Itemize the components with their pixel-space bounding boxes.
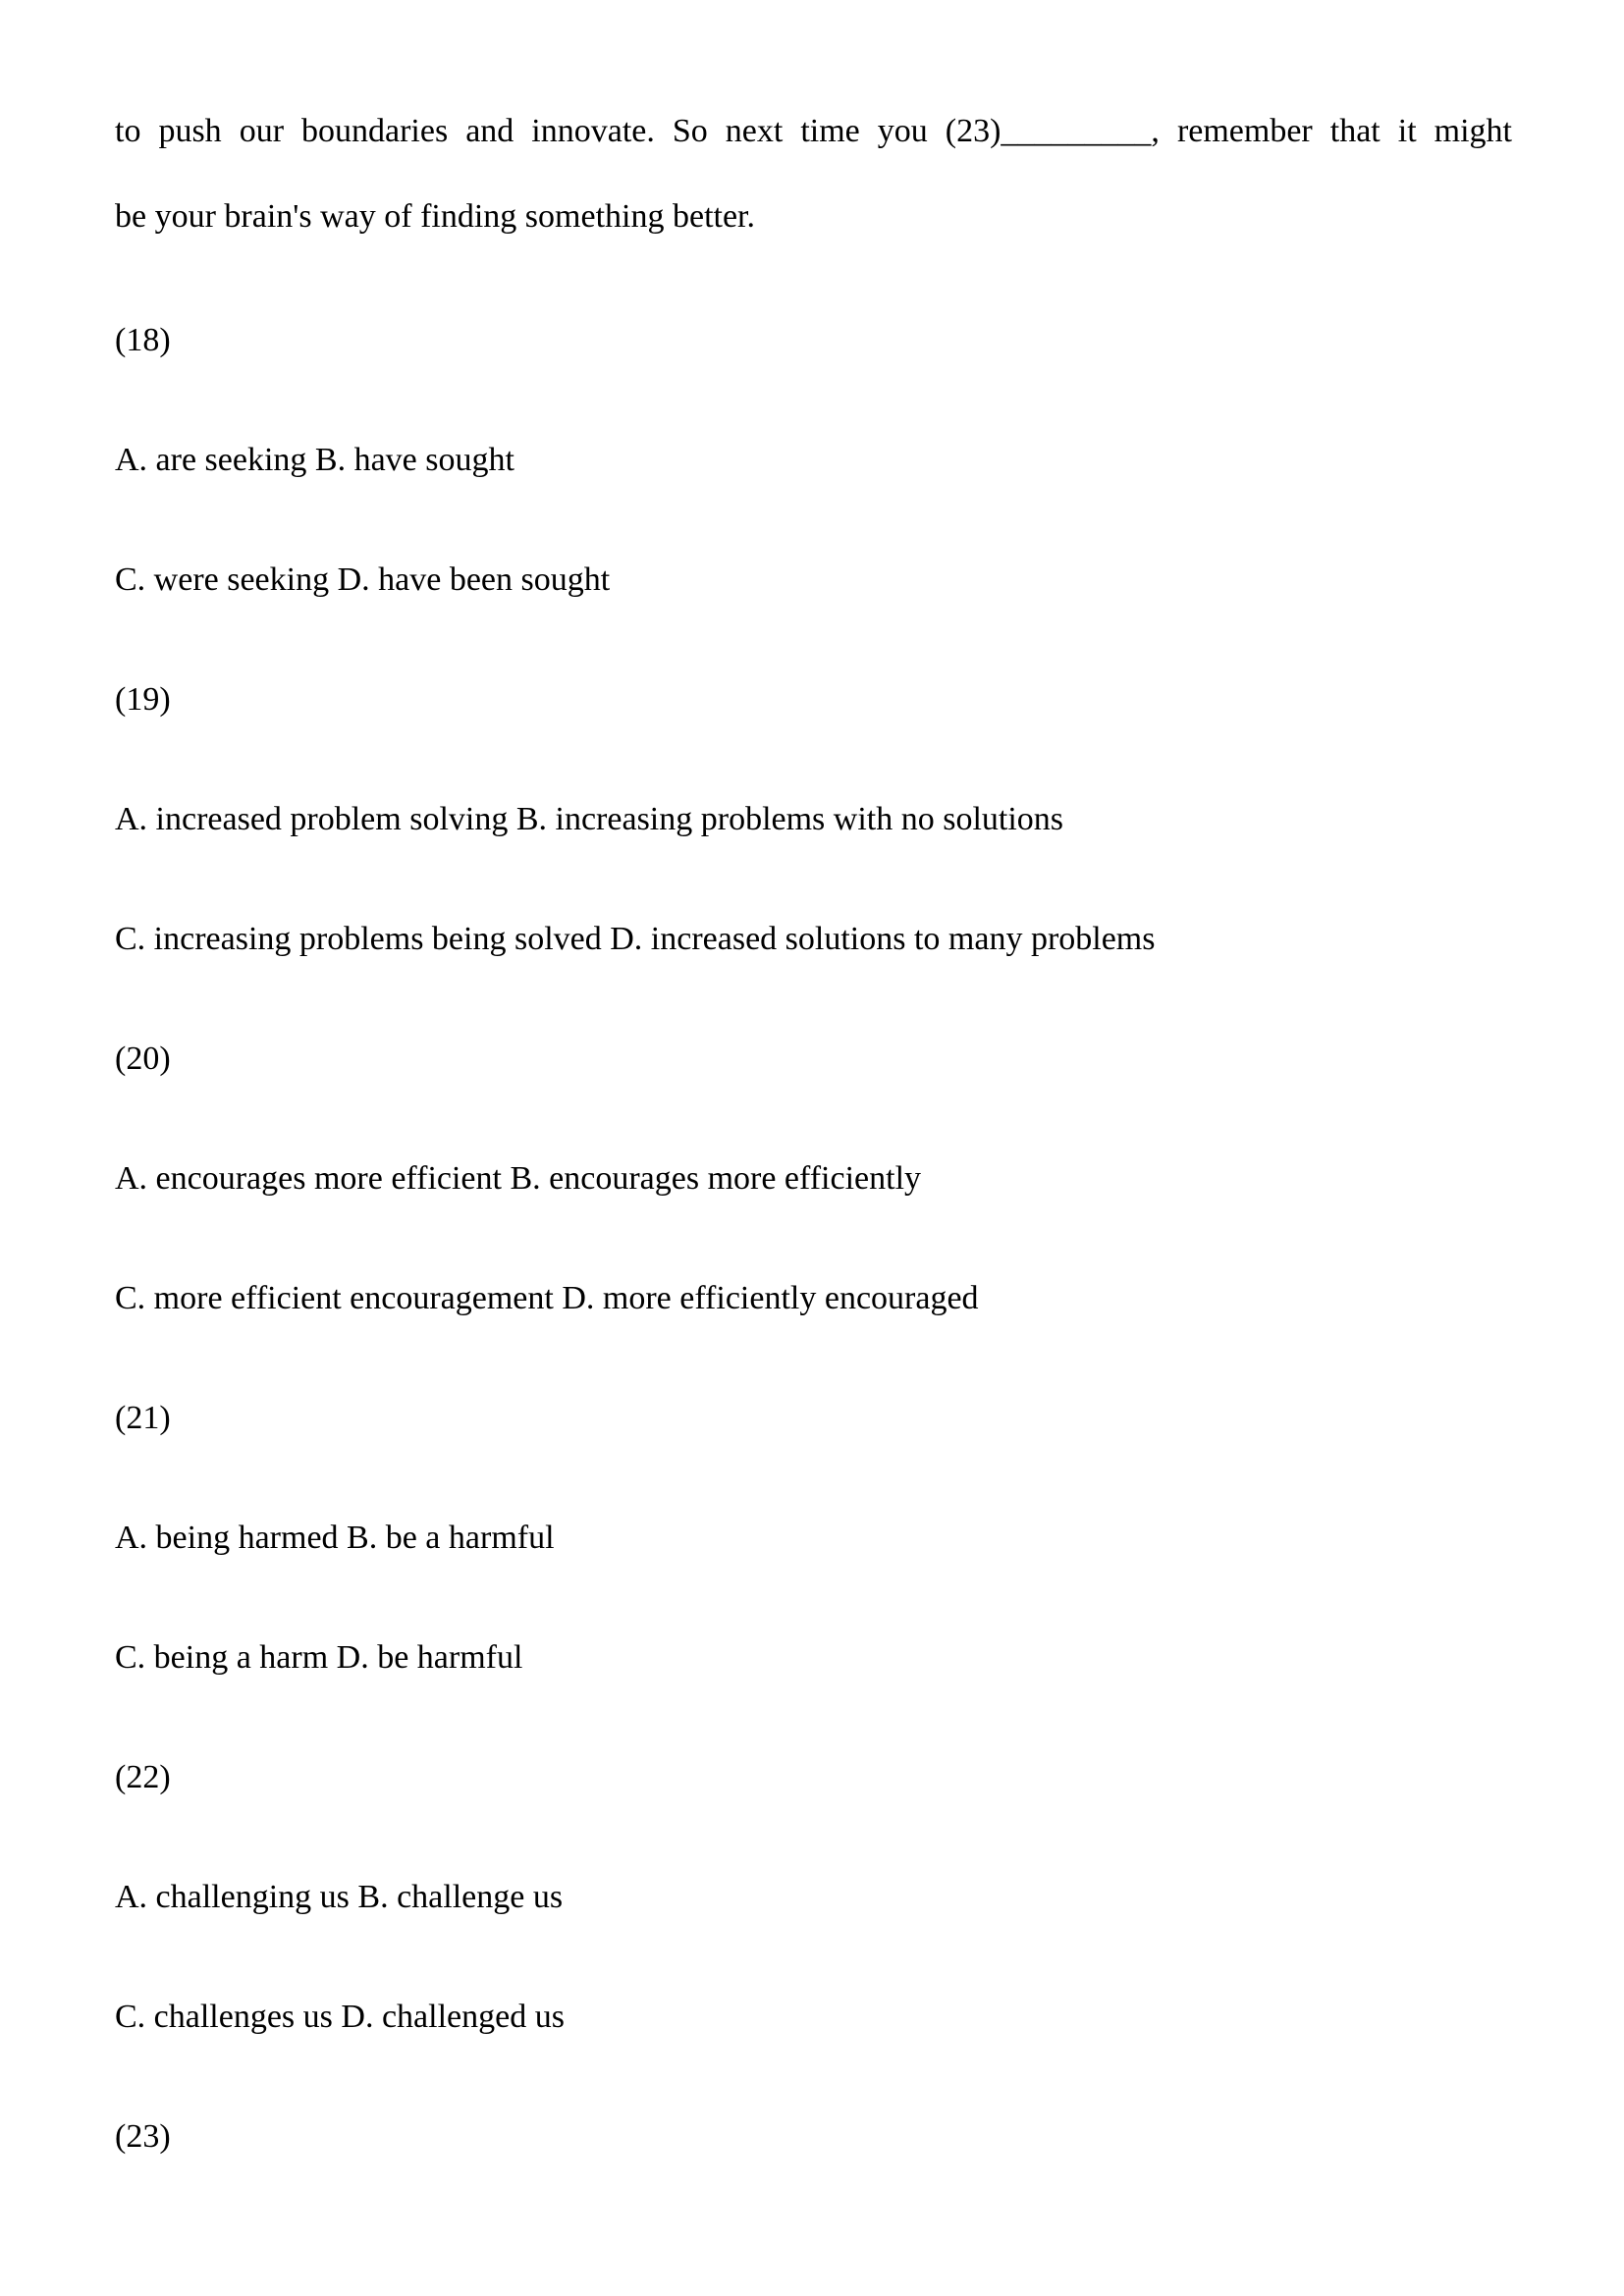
question-19-options-cd: C. increasing problems being solved D. increased solutions to many problems [115, 921, 1156, 957]
question-19-number: (19) [115, 681, 171, 718]
paragraph-line-2: be your brain's way of finding something better. [115, 198, 755, 235]
question-20-options-cd: C. more efficient encouragement D. more efficiently encouraged [115, 1280, 979, 1316]
question-18-options-ab: A. are seeking B. have sought [115, 442, 514, 478]
question-21-options-cd: C. being a harm D. be harmful [115, 1639, 523, 1676]
question-22-number: (22) [115, 1759, 171, 1795]
question-20-options-ab: A. encourages more efficient B. encourages more efficiently [115, 1160, 922, 1197]
question-21-options-ab: A. being harmed B. be a harmful [115, 1520, 555, 1556]
question-18-number: (18) [115, 322, 171, 358]
question-19-options-ab: A. increased problem solving B. increasing problems with no solutions [115, 801, 1064, 837]
question-18-options-cd: C. were seeking D. have been sought [115, 561, 611, 598]
question-22-options-cd: C. challenges us D. challenged us [115, 1999, 565, 2035]
paragraph-line-1: to push our boundaries and innovate. So next time you (23)_________, remember that it might [115, 113, 1512, 149]
question-21-number: (21) [115, 1400, 171, 1436]
question-20-number: (20) [115, 1041, 171, 1077]
question-22-options-ab: A. challenging us B. challenge us [115, 1879, 564, 1915]
question-23-number: (23) [115, 2118, 171, 2155]
